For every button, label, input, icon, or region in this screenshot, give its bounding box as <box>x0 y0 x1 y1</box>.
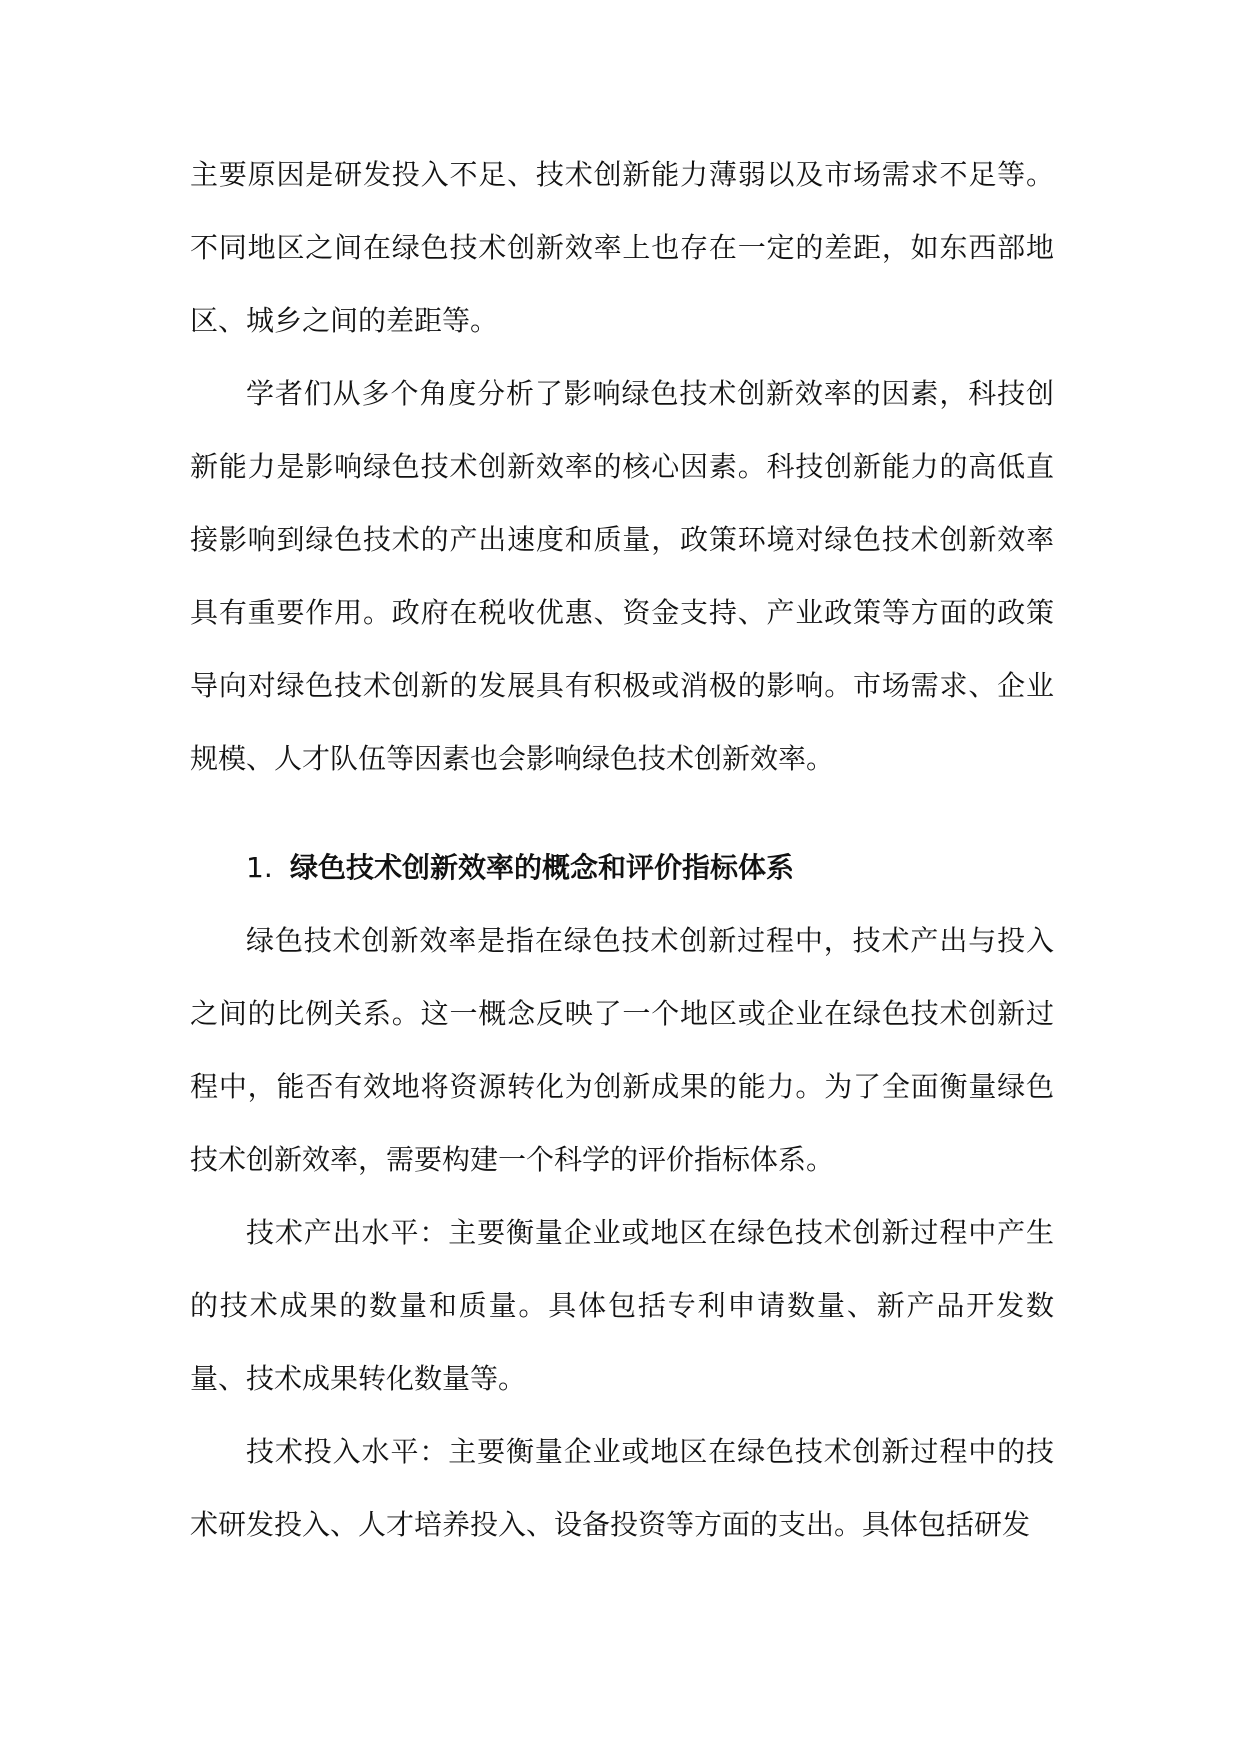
paragraph-concept-definition: 绿色技术创新效率是指在绿色技术创新过程中，技术产出与投入之间的比例关系。这一概念反映了一个地区或企业在绿色技术创新过程中，能否有效地将资源转化为创新成果的能力。为了全面衡量绿色技术创新效率，需要构建一个科学的评价指标体系。 <box>190 924 1054 1176</box>
section-heading <box>190 831 1054 904</box>
paragraph-regional-gap: 主要原因是研发投入不足、技术创新能力薄弱以及市场需求不足等。不同地区之间在绿色技术创新效率上也存在一定的差距，如东西部地区、城乡之间的差距等。 <box>190 158 1054 337</box>
paragraph-influencing-factors: 学者们从多个角度分析了影响绿色技术创新效率的因素，科技创新能力是影响绿色技术创新效率的核心因素。科技创新能力的高低直接影响到绿色技术的产出速度和质量，政策环境对绿色技术创新效率具有重要作用。政府在税收优惠、资金支持、产业政策等方面的政策导向对绿色技术创新的发展具有积极或消极的影响。市场需求、企业规模、人才队伍等因素也会影响绿色技术创新效率。 <box>190 377 1054 775</box>
paragraph-input-level: 技术投入水平：主要衡量企业或地区在绿色技术创新过程中的技术研发投入、人才培养投入、设备投资等方面的支出。具体包括研发 <box>190 1435 1054 1541</box>
section-number: 1. <box>246 851 273 884</box>
section-title: 绿色技术创新效率的概念和评价指标体系 <box>290 851 795 884</box>
paragraph-output-level: 技术产出水平：主要衡量企业或地区在绿色技术创新过程中产生的技术成果的数量和质量。具体包括专利申请数量、新产品开发数量、技术成果转化数量等。 <box>190 1216 1054 1395</box>
document-body <box>190 138 1054 1561</box>
